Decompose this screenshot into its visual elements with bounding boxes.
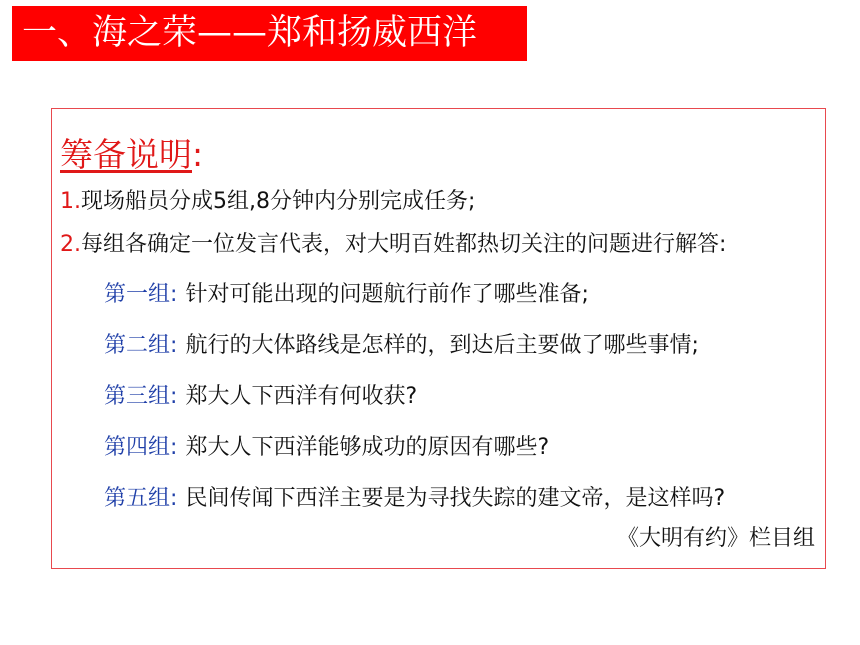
rule-text: 现场船员分成5组,8分钟内分别完成任务; <box>81 189 476 214</box>
rule-text: 每组各确定一位发言代表，对大明百姓都热切关注的问题进行解答: <box>81 232 727 257</box>
group-item-3 <box>104 382 417 412</box>
group-separator: : <box>170 486 178 511</box>
panel-heading <box>60 135 203 175</box>
group-item-2 <box>104 331 699 361</box>
rule-number: 1. <box>60 189 81 214</box>
slide-title: 一、海之荣——郑和扬威西洋 <box>12 6 527 61</box>
group-label: 第一组 <box>104 282 171 307</box>
rule-number: 2. <box>60 232 81 257</box>
group-question: 民间传闻下西洋主要是为寻找失踪的建文帝，是这样吗? <box>185 486 726 511</box>
signature: 《大明有约》栏目组 <box>616 526 815 551</box>
group-question: 针对可能出现的问题航行前作了哪些准备; <box>185 282 589 307</box>
rule-item-1 <box>60 187 475 217</box>
group-separator: : <box>170 384 178 409</box>
panel-heading-colon: : <box>192 135 204 174</box>
group-separator: : <box>170 333 178 358</box>
group-item-4 <box>104 433 549 463</box>
group-question: 郑大人下西洋能够成功的原因有哪些? <box>185 435 550 460</box>
instructions-panel <box>51 108 826 569</box>
panel-heading-text: 筹备说明 <box>60 135 192 174</box>
group-item-1 <box>104 280 589 310</box>
rule-item-2 <box>60 230 726 260</box>
group-separator: : <box>170 435 178 460</box>
group-question: 航行的大体路线是怎样的，到达后主要做了哪些事情; <box>185 333 699 358</box>
group-question: 郑大人下西洋有何收获? <box>185 384 418 409</box>
group-item-5 <box>104 484 725 514</box>
group-label: 第三组 <box>104 384 171 409</box>
group-label: 第四组 <box>104 435 171 460</box>
group-separator: : <box>170 282 178 307</box>
group-label: 第五组 <box>104 486 171 511</box>
group-label: 第二组 <box>104 333 171 358</box>
